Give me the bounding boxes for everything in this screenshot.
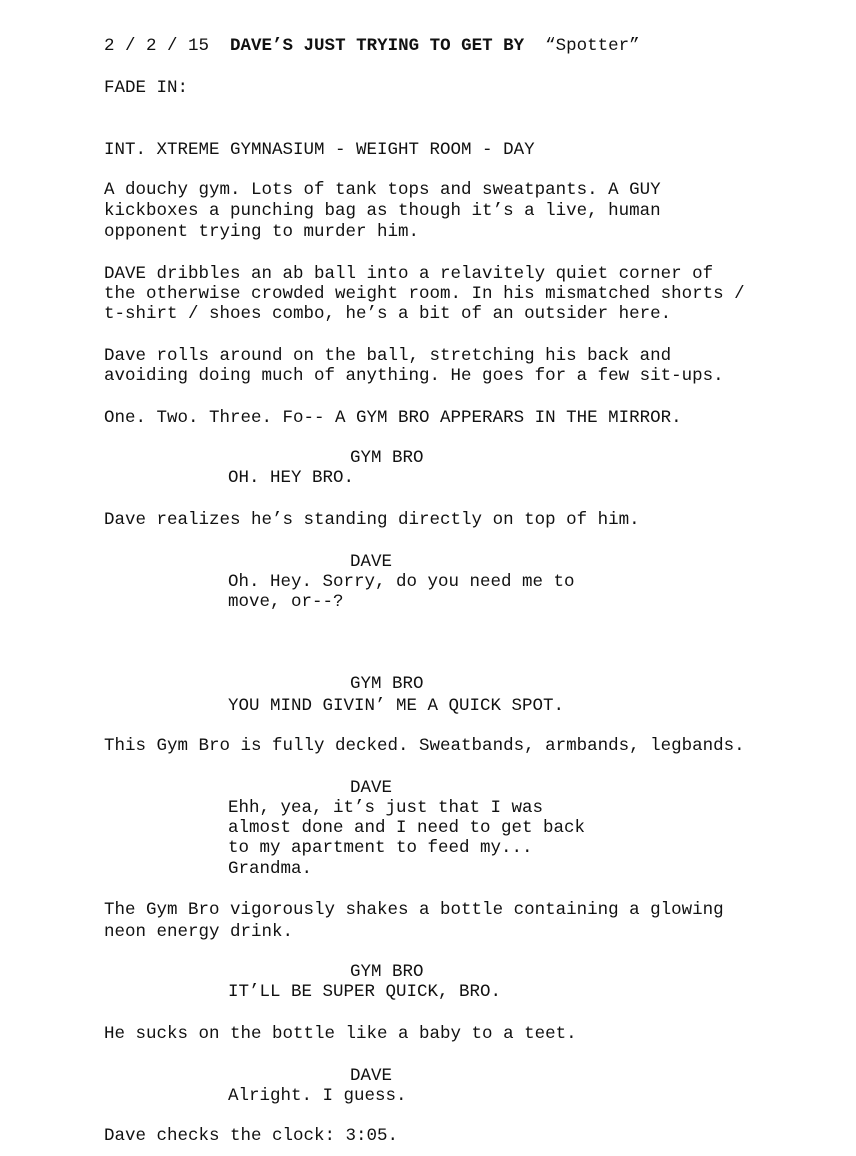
header-show-title: DAVE’S JUST TRYING TO GET BY — [230, 36, 525, 56]
action-line: kickboxes a punching bag as though it’s a live, human — [104, 201, 661, 221]
action-line: This Gym Bro is fully decked. Sweatbands, armbands, legbands. — [104, 736, 745, 756]
dialogue-line: Alright. I guess. — [228, 1086, 407, 1106]
character-name: DAVE — [350, 1066, 393, 1086]
action-line: The Gym Bro vigorously shakes a bottle containing a glowing — [104, 900, 724, 920]
dialogue-line: Grandma. — [228, 859, 313, 879]
header-episode: “Spotter” — [545, 36, 640, 56]
action-line: opponent trying to murder him. — [104, 222, 420, 242]
character-name: DAVE — [350, 778, 393, 798]
character-name: GYM BRO — [350, 962, 424, 982]
transition: FADE IN: — [104, 78, 189, 98]
action-line: He sucks on the bottle like a baby to a teet. — [104, 1024, 577, 1044]
action-line: avoiding doing much of anything. He goes for a few sit-ups. — [104, 366, 724, 386]
action-line: Dave checks the clock: 3:05. — [104, 1126, 399, 1146]
dialogue-line: YOU MIND GIVIN’ ME A QUICK SPOT. — [228, 696, 565, 716]
header-date: 2 / 2 / 15 — [104, 36, 210, 56]
action-line: the otherwise crowded weight room. In his mismatched shorts / — [104, 284, 745, 304]
dialogue-line: Ehh, yea, it’s just that I was — [228, 798, 544, 818]
action-line: Dave realizes he’s standing directly on top of him. — [104, 510, 640, 530]
action-line: Dave rolls around on the ball, stretching his back and — [104, 346, 672, 366]
dialogue-line: almost done and I need to get back — [228, 818, 586, 838]
character-name: DAVE — [350, 552, 393, 572]
dialogue-line: Oh. Hey. Sorry, do you need me to — [228, 572, 575, 592]
dialogue-line: to my apartment to feed my... — [228, 838, 533, 858]
dialogue-line: IT’LL BE SUPER QUICK, BRO. — [228, 982, 502, 1002]
dialogue-line: move, or--? — [228, 592, 344, 612]
character-name: GYM BRO — [350, 448, 424, 468]
action-line: neon energy drink. — [104, 922, 294, 942]
action-line: DAVE dribbles an ab ball into a relavitely quiet corner of — [104, 264, 714, 284]
page-header — [104, 36, 640, 57]
character-name: GYM BRO — [350, 674, 424, 694]
scene-heading: INT. XTREME GYMNASIUM - WEIGHT ROOM - DAY — [104, 140, 535, 160]
dialogue-line: OH. HEY BRO. — [228, 468, 355, 488]
action-line: A douchy gym. Lots of tank tops and sweatpants. A GUY — [104, 180, 661, 200]
action-line: One. Two. Three. Fo-- A GYM BRO APPERARS IN THE MIRROR. — [104, 408, 682, 428]
action-line: t-shirt / shoes combo, he’s a bit of an outsider here. — [104, 304, 672, 324]
